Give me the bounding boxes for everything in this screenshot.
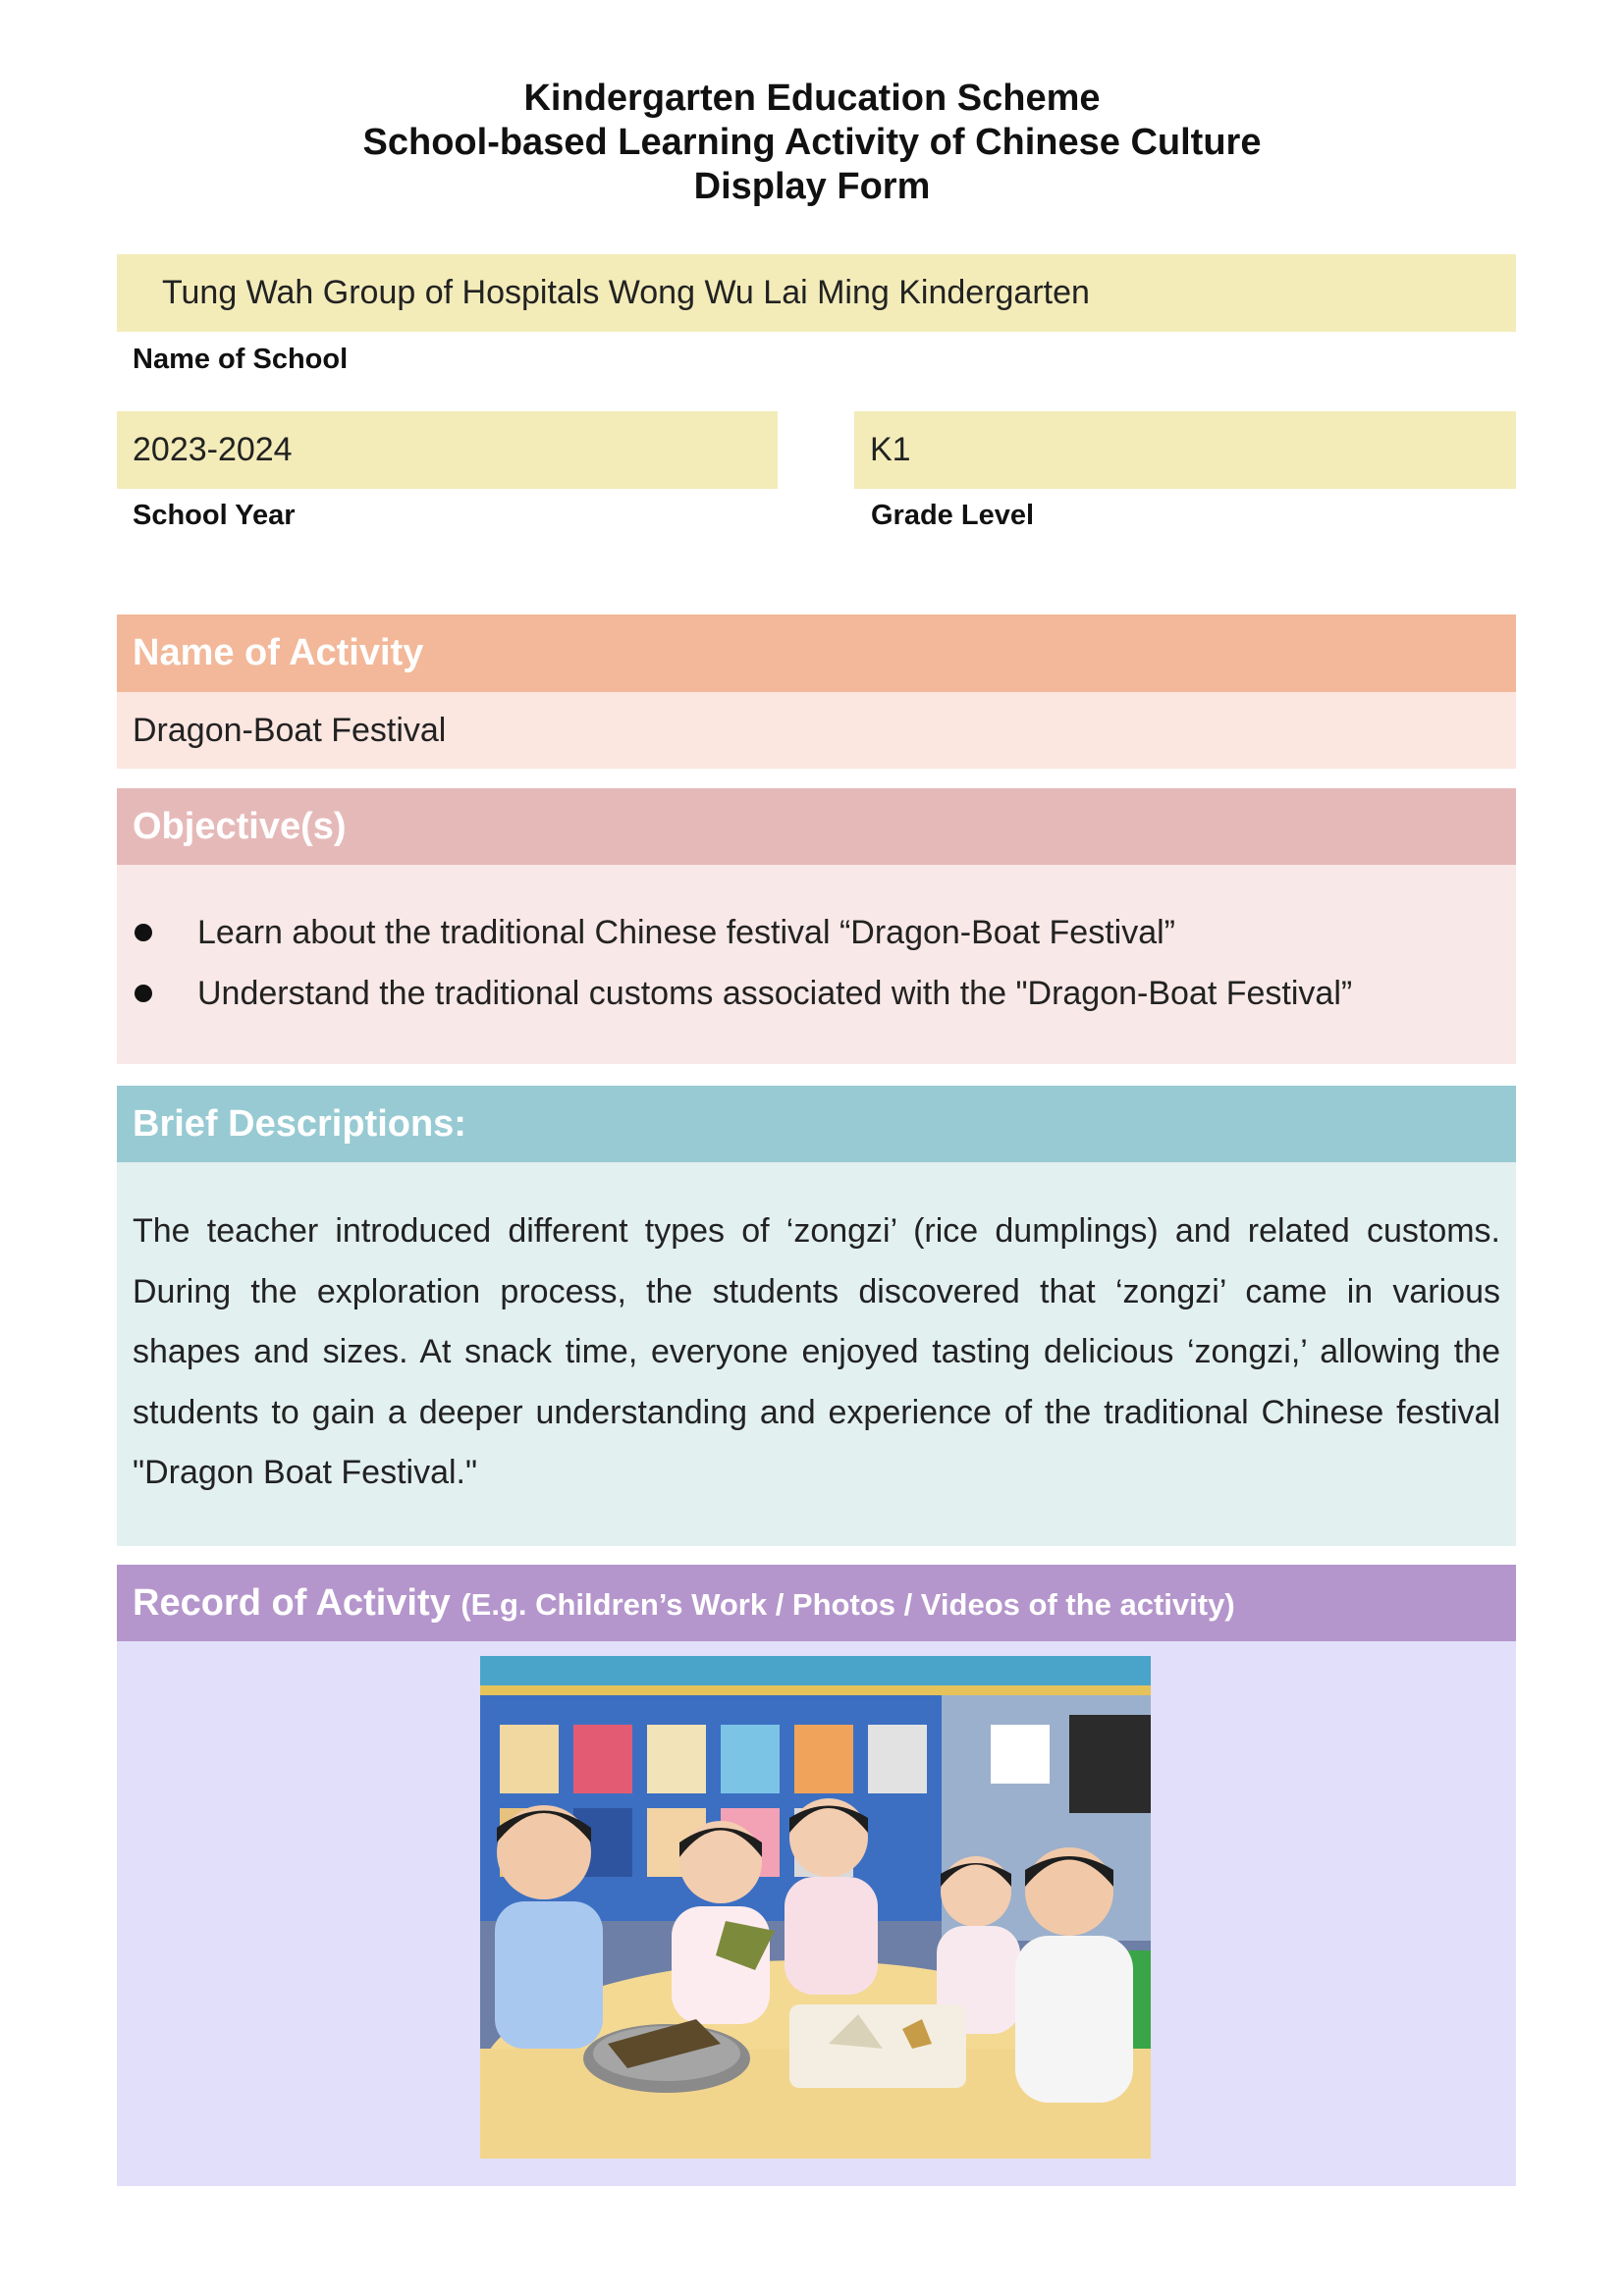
description-text: The teacher introduced different types of ‘zongzi’ (rice dumplings) and related customs. During the exploration process, the students discovered that ‘zongzi’ came in various shapes and sizes. At snack time, everyone enjoyed tasting delicious ‘zongzi,’ allowing the students to gain a deeper understanding and experience of the traditional Chinese festival "Dragon Boat Festival.": [133, 1212, 1500, 1491]
bullet-icon: [135, 924, 152, 941]
school-name-field: [117, 254, 1516, 332]
school-year-value: 2023-2024: [133, 431, 293, 468]
list-item: [117, 902, 1516, 963]
objective-text: Learn about the traditional Chinese festival “Dragon-Boat Festival”: [197, 914, 1175, 951]
record-heading-title: Record of Activity: [133, 1582, 451, 1624]
school-year-label: School Year: [133, 500, 296, 531]
record-heading: [117, 1565, 1516, 1641]
child-2: [672, 1821, 775, 2024]
activity-name: Dragon-Boat Festival: [133, 712, 447, 749]
grade-level-field: [854, 411, 1516, 489]
description-heading: Brief Descriptions:: [117, 1086, 1516, 1162]
list-item: [117, 963, 1516, 1024]
objective-text: Understand the traditional customs associated with the "Dragon-Boat Festival”: [197, 975, 1353, 1012]
children-eating-zongzi-photo: [480, 1656, 1151, 2159]
child-1: [495, 1805, 603, 2049]
grade-level-label: Grade Level: [871, 500, 1035, 531]
description-section: [117, 1162, 1516, 1546]
objectives-heading: Objective(s): [117, 788, 1516, 865]
objectives-list: [117, 902, 1516, 1024]
activity-photo: [480, 1656, 1151, 2159]
school-name-value: Tung Wah Group of Hospitals Wong Wu Lai Ming Kindergarten: [162, 274, 1090, 311]
activity-heading: Name of Activity: [117, 614, 1516, 692]
title-line-3: Display Form: [693, 166, 931, 207]
title-line-2: School-based Learning Activity of Chinese Culture: [362, 122, 1262, 163]
school-name-label: Name of School: [133, 344, 349, 375]
form-title: [0, 77, 1624, 209]
title-line-1: Kindergarten Education Scheme: [523, 78, 1101, 119]
grade-level-value: K1: [870, 431, 911, 468]
record-heading-subtitle: (E.g. Children’s Work / Photos / Videos of the activity): [460, 1587, 1235, 1622]
objectives-section: [117, 865, 1516, 1064]
school-year-field: [117, 411, 778, 489]
bullet-icon: [135, 985, 152, 1002]
child-3: [785, 1798, 878, 1995]
activity-name-section: [117, 692, 1516, 769]
